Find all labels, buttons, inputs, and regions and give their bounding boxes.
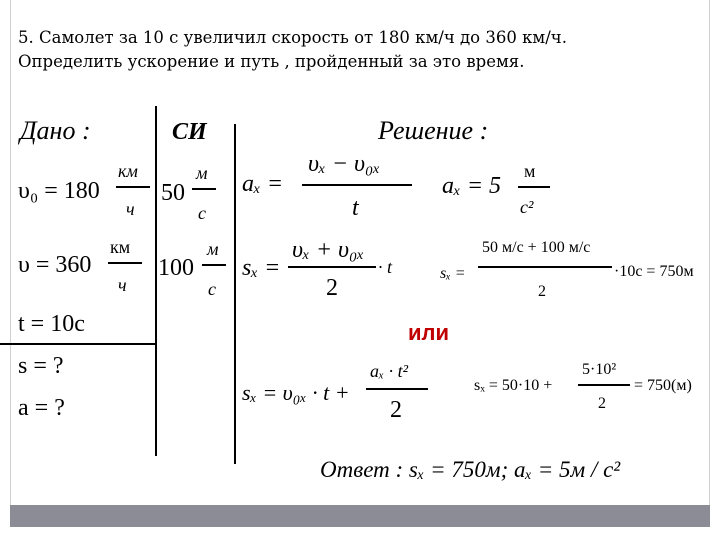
ax-result-unit-num: м bbox=[524, 161, 536, 181]
given-v-unit-num: км bbox=[110, 237, 131, 257]
ax-result-lhs: aₓ = 5 bbox=[442, 173, 502, 199]
sx-alt-result-num: 5·10² bbox=[582, 361, 617, 378]
sx-result-lhs: sₓ = bbox=[440, 265, 466, 282]
ax-formula-bar bbox=[302, 184, 412, 186]
given-time: t = 10c bbox=[18, 311, 85, 337]
sx-alt-formula-lhs: sₓ = υ₀ₓ · t + bbox=[242, 380, 350, 405]
answer: Ответ : sₓ = 750м; aₓ = 5м / с² bbox=[320, 457, 621, 482]
sx-alt-result-lhs: sₓ = 50·10 + bbox=[474, 377, 553, 394]
header-solution: Решение : bbox=[378, 116, 489, 145]
or-label: или bbox=[408, 320, 450, 345]
header-given: Дано : bbox=[20, 116, 91, 145]
sx-formula-bar bbox=[288, 266, 376, 268]
sx-result-tail: ·10с = 750м bbox=[614, 263, 694, 280]
si-v-value: 100 bbox=[158, 255, 194, 281]
ax-result-unit-den: с² bbox=[520, 197, 534, 217]
slide-frame-right bbox=[709, 0, 710, 505]
given-unknowns-divider bbox=[0, 343, 157, 345]
column-divider-given bbox=[155, 106, 157, 456]
sx-result-bar bbox=[478, 266, 612, 268]
slide-footer-bar bbox=[10, 505, 710, 527]
ax-formula-den: t bbox=[352, 195, 359, 221]
sx-formula-den: 2 bbox=[326, 275, 338, 301]
sx-result-num: 50 м/с + 100 м/с bbox=[482, 239, 591, 256]
ax-formula-lhs: aₓ = bbox=[242, 171, 284, 197]
sx-alt-result-bar bbox=[578, 384, 630, 386]
sx-alt-formula-bar bbox=[366, 388, 428, 390]
given-v0-lhs: υ₀ = 180 bbox=[18, 178, 100, 204]
unknown-a: a = ? bbox=[18, 395, 65, 421]
given-v-unit-den: ч bbox=[118, 275, 127, 295]
problem-statement bbox=[18, 26, 718, 74]
unknown-s: s = ? bbox=[18, 353, 64, 379]
sx-alt-result-tail: = 750(м) bbox=[634, 377, 692, 394]
column-divider-si bbox=[234, 124, 236, 464]
problem-line-2: Определить ускорение и путь , пройденный за это время. bbox=[18, 52, 525, 71]
sx-formula-num: υₓ + υ₀ₓ bbox=[292, 237, 365, 263]
problem-line-1: 5. Самолет за 10 с увеличил скорость от 180 км/ч до 360 км/ч. bbox=[18, 28, 567, 47]
si-v-unit-num: м bbox=[207, 239, 219, 259]
ax-result-unit-bar bbox=[518, 186, 550, 188]
si-v-unit-den: с bbox=[208, 279, 216, 299]
si-v0-value: 50 bbox=[161, 180, 185, 206]
sx-alt-formula-den: 2 bbox=[390, 397, 402, 423]
slide-frame-left bbox=[10, 0, 11, 505]
header-si: СИ bbox=[172, 119, 207, 145]
given-v0-unit-num: км bbox=[118, 161, 138, 181]
si-v0-unit-num: м bbox=[196, 163, 208, 183]
ax-formula-num: υₓ − υ₀ₓ bbox=[308, 151, 381, 177]
si-v0-unit-bar bbox=[192, 188, 216, 190]
sx-alt-formula-num: aₓ · t² bbox=[370, 361, 409, 381]
sx-alt-result-den: 2 bbox=[598, 395, 606, 412]
sx-formula-tail: · t bbox=[378, 257, 393, 277]
given-v-lhs: υ = 360 bbox=[18, 252, 92, 278]
si-v0-unit-den: с bbox=[198, 203, 206, 223]
given-v0-unit-bar bbox=[116, 186, 150, 188]
given-v-unit-bar bbox=[108, 262, 142, 264]
sx-result-den: 2 bbox=[538, 283, 546, 300]
given-v0-unit-den: ч bbox=[126, 199, 135, 219]
sx-formula-lhs: sₓ = bbox=[242, 255, 281, 281]
si-v-unit-bar bbox=[202, 264, 226, 266]
